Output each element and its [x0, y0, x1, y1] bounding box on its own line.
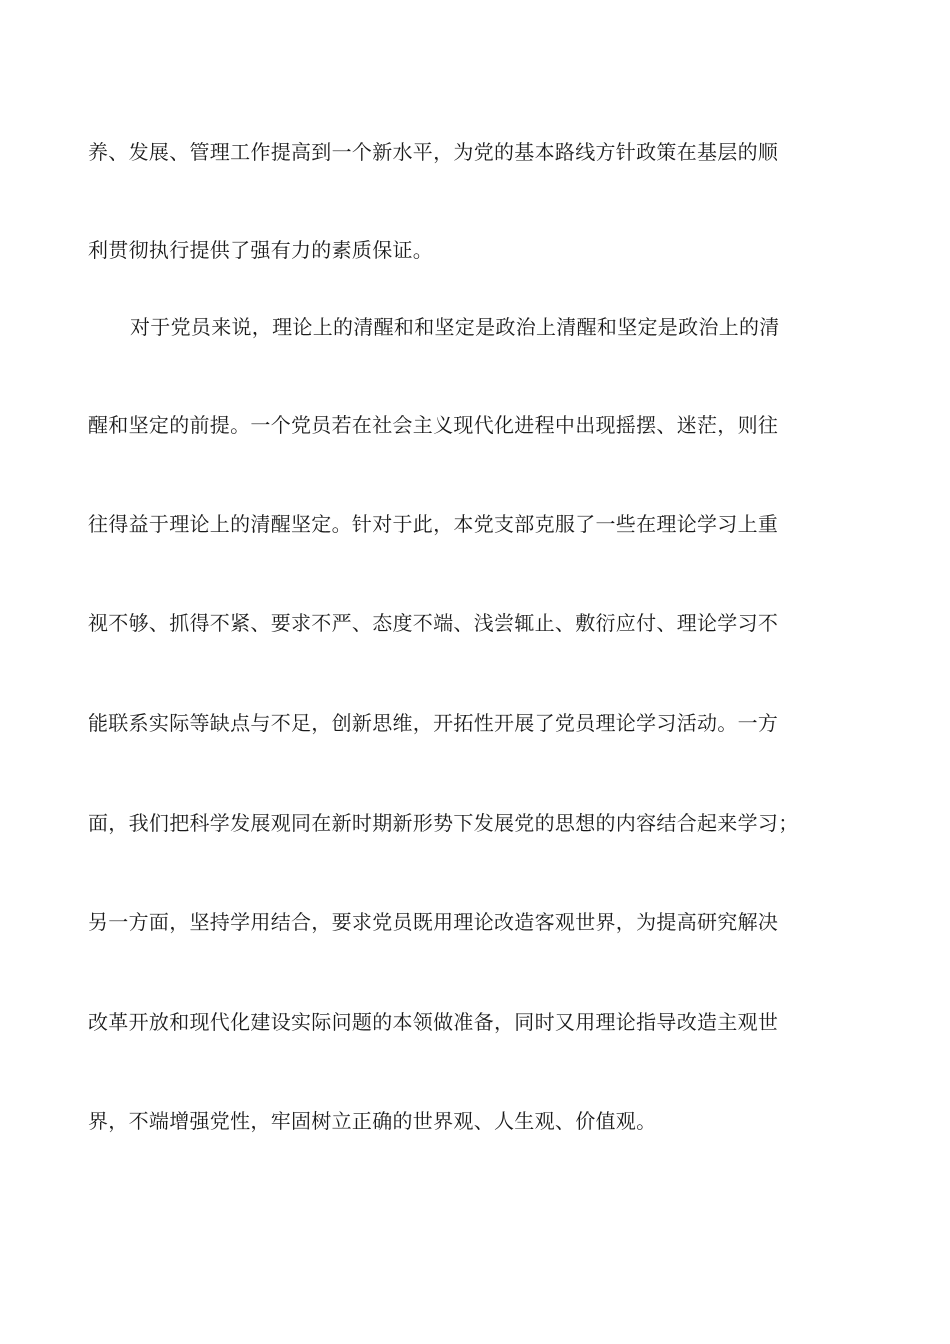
paragraph2-line-5: 能联系实际等缺点与不足，创新思维，开拓性开展了党员理论学习活动。一方 — [88, 711, 779, 735]
paragraph1-line-1: 养、发展、管理工作提高到一个新水平，为党的基本路线方针政策在基层的顺 — [88, 140, 779, 164]
paragraph2-line-7: 另一方面，坚持学用结合，要求党员既用理论改造客观世界，为提高研究解决 — [88, 910, 779, 934]
paragraph1-line-2: 利贯彻执行提供了强有力的素质保证。 — [88, 238, 434, 262]
paragraph2-line-9: 界，不端增强党性，牢固树立正确的世界观、人生观、价值观。 — [88, 1109, 657, 1133]
paragraph2-line-4: 视不够、抓得不紧、要求不严、态度不端、浅尝辄止、敷衍应付、理论学习不 — [88, 611, 779, 635]
paragraph2-line-6: 面，我们把科学发展观同在新时期新形势下发展党的思想的内容结合起来学习； — [88, 811, 799, 835]
paragraph2-line-3: 往得益于理论上的清醒坚定。针对于此，本党支部克服了一些在理论学习上重 — [88, 512, 779, 536]
paragraph2-line-2: 醒和坚定的前提。一个党员若在社会主义现代化进程中出现摇摆、迷茫，则往 — [88, 413, 779, 437]
paragraph2-line-1: 对于党员来说，理论上的清醒和和坚定是政治上清醒和坚定是政治上的清 — [130, 315, 780, 339]
paragraph2-line-8: 改革开放和现代化建设实际问题的本领做准备，同时又用理论指导改造主观世 — [88, 1010, 779, 1034]
